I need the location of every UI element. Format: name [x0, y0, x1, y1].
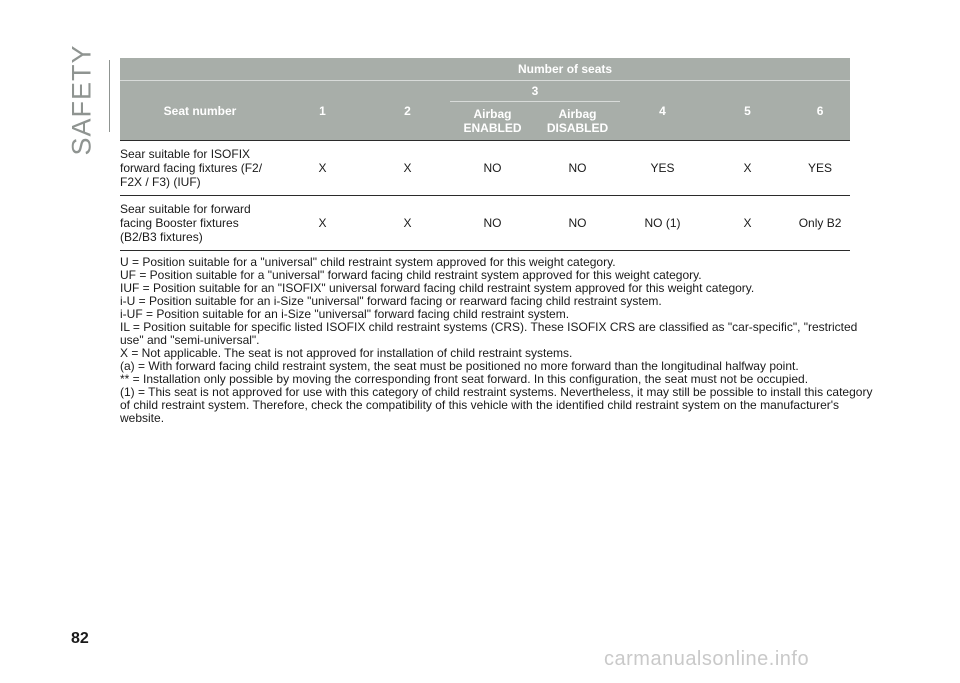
table-cell: YES [620, 141, 705, 196]
table-cell: YES [790, 141, 850, 196]
note-line: IUF = Position suitable for an "ISOFIX" universal forward facing child restraint system approved for this weight category. [120, 281, 755, 295]
row-label: Sear suitable for ISOFIX forward facing fixtures (F2/ F2X / F3) (IUF) [120, 141, 280, 196]
number-of-seats-header: Number of seats [280, 58, 850, 81]
note-line: (1) = This seat is not approved for use with this category of child restraint systems. Nevertheless, it may still be possible to install this category of child restraint system. Therefore, check the compatibility of this vehicle with the identified child restraint system on the manufacturer's website. [120, 385, 873, 425]
table-notes [120, 256, 880, 425]
seat-3-header: 3 [450, 81, 620, 102]
table-cell: Only B2 [790, 196, 850, 251]
seat-1-header: 1 [280, 81, 365, 141]
table-cell: NO [535, 141, 620, 196]
table-cell: X [705, 141, 790, 196]
note-line: i-UF = Position suitable for an i-Size "universal" forward facing child restraint system. [120, 307, 570, 321]
row-label: Sear suitable for forward facing Booster fixtures (B2/B3 fixtures) [120, 196, 280, 251]
seat-6-header: 6 [790, 81, 850, 141]
seat-number-header: Seat number [120, 81, 280, 141]
note-line: U = Position suitable for a "universal" child restraint system approved for this weight category. [120, 255, 616, 269]
table-cell: X [280, 196, 365, 251]
watermark: carmanualsonline.info [604, 648, 810, 670]
seat-5-header: 5 [705, 81, 790, 141]
table-cell: X [705, 196, 790, 251]
section-title: SAFETY [66, 44, 97, 156]
note-line: X = Not applicable. The seat is not approved for installation of child restraint systems. [120, 346, 573, 360]
table-cell: X [365, 141, 450, 196]
table-cell: X [280, 141, 365, 196]
airbag-disabled-header: Airbag DISABLED [535, 102, 620, 141]
note-line: ** = Installation only possible by moving the corresponding front seat forward. In this configuration, the seat must not be occupied. [120, 372, 809, 386]
table-cell: NO [450, 196, 535, 251]
note-line: UF = Position suitable for a "universal" forward facing child restraint system approved for this weight category. [120, 268, 702, 282]
note-line: (a) = With forward facing child restraint system, the seat must be positioned no more forward than the longitudinal halfway point. [120, 359, 799, 373]
page-number: 82 [71, 630, 89, 647]
table-cell: NO [450, 141, 535, 196]
table-cell: NO (1) [620, 196, 705, 251]
seat-2-header: 2 [365, 81, 450, 141]
note-line: i-U = Position suitable for an i-Size "universal" forward facing or rearward facing child restraint system. [120, 294, 662, 308]
seat-suitability-table [120, 58, 850, 251]
airbag-enabled-header: Airbag ENABLED [450, 102, 535, 141]
table-row [120, 196, 850, 251]
seat-4-header: 4 [620, 81, 705, 141]
table-cell: NO [535, 196, 620, 251]
table-row [120, 141, 850, 196]
section-divider [109, 60, 110, 132]
note-line: IL = Position suitable for specific listed ISOFIX child restraint systems (CRS). These ISOFIX CRS are classified as "car-specific", "restricted use" and "semi-universal". [120, 320, 858, 347]
table-cell: X [365, 196, 450, 251]
